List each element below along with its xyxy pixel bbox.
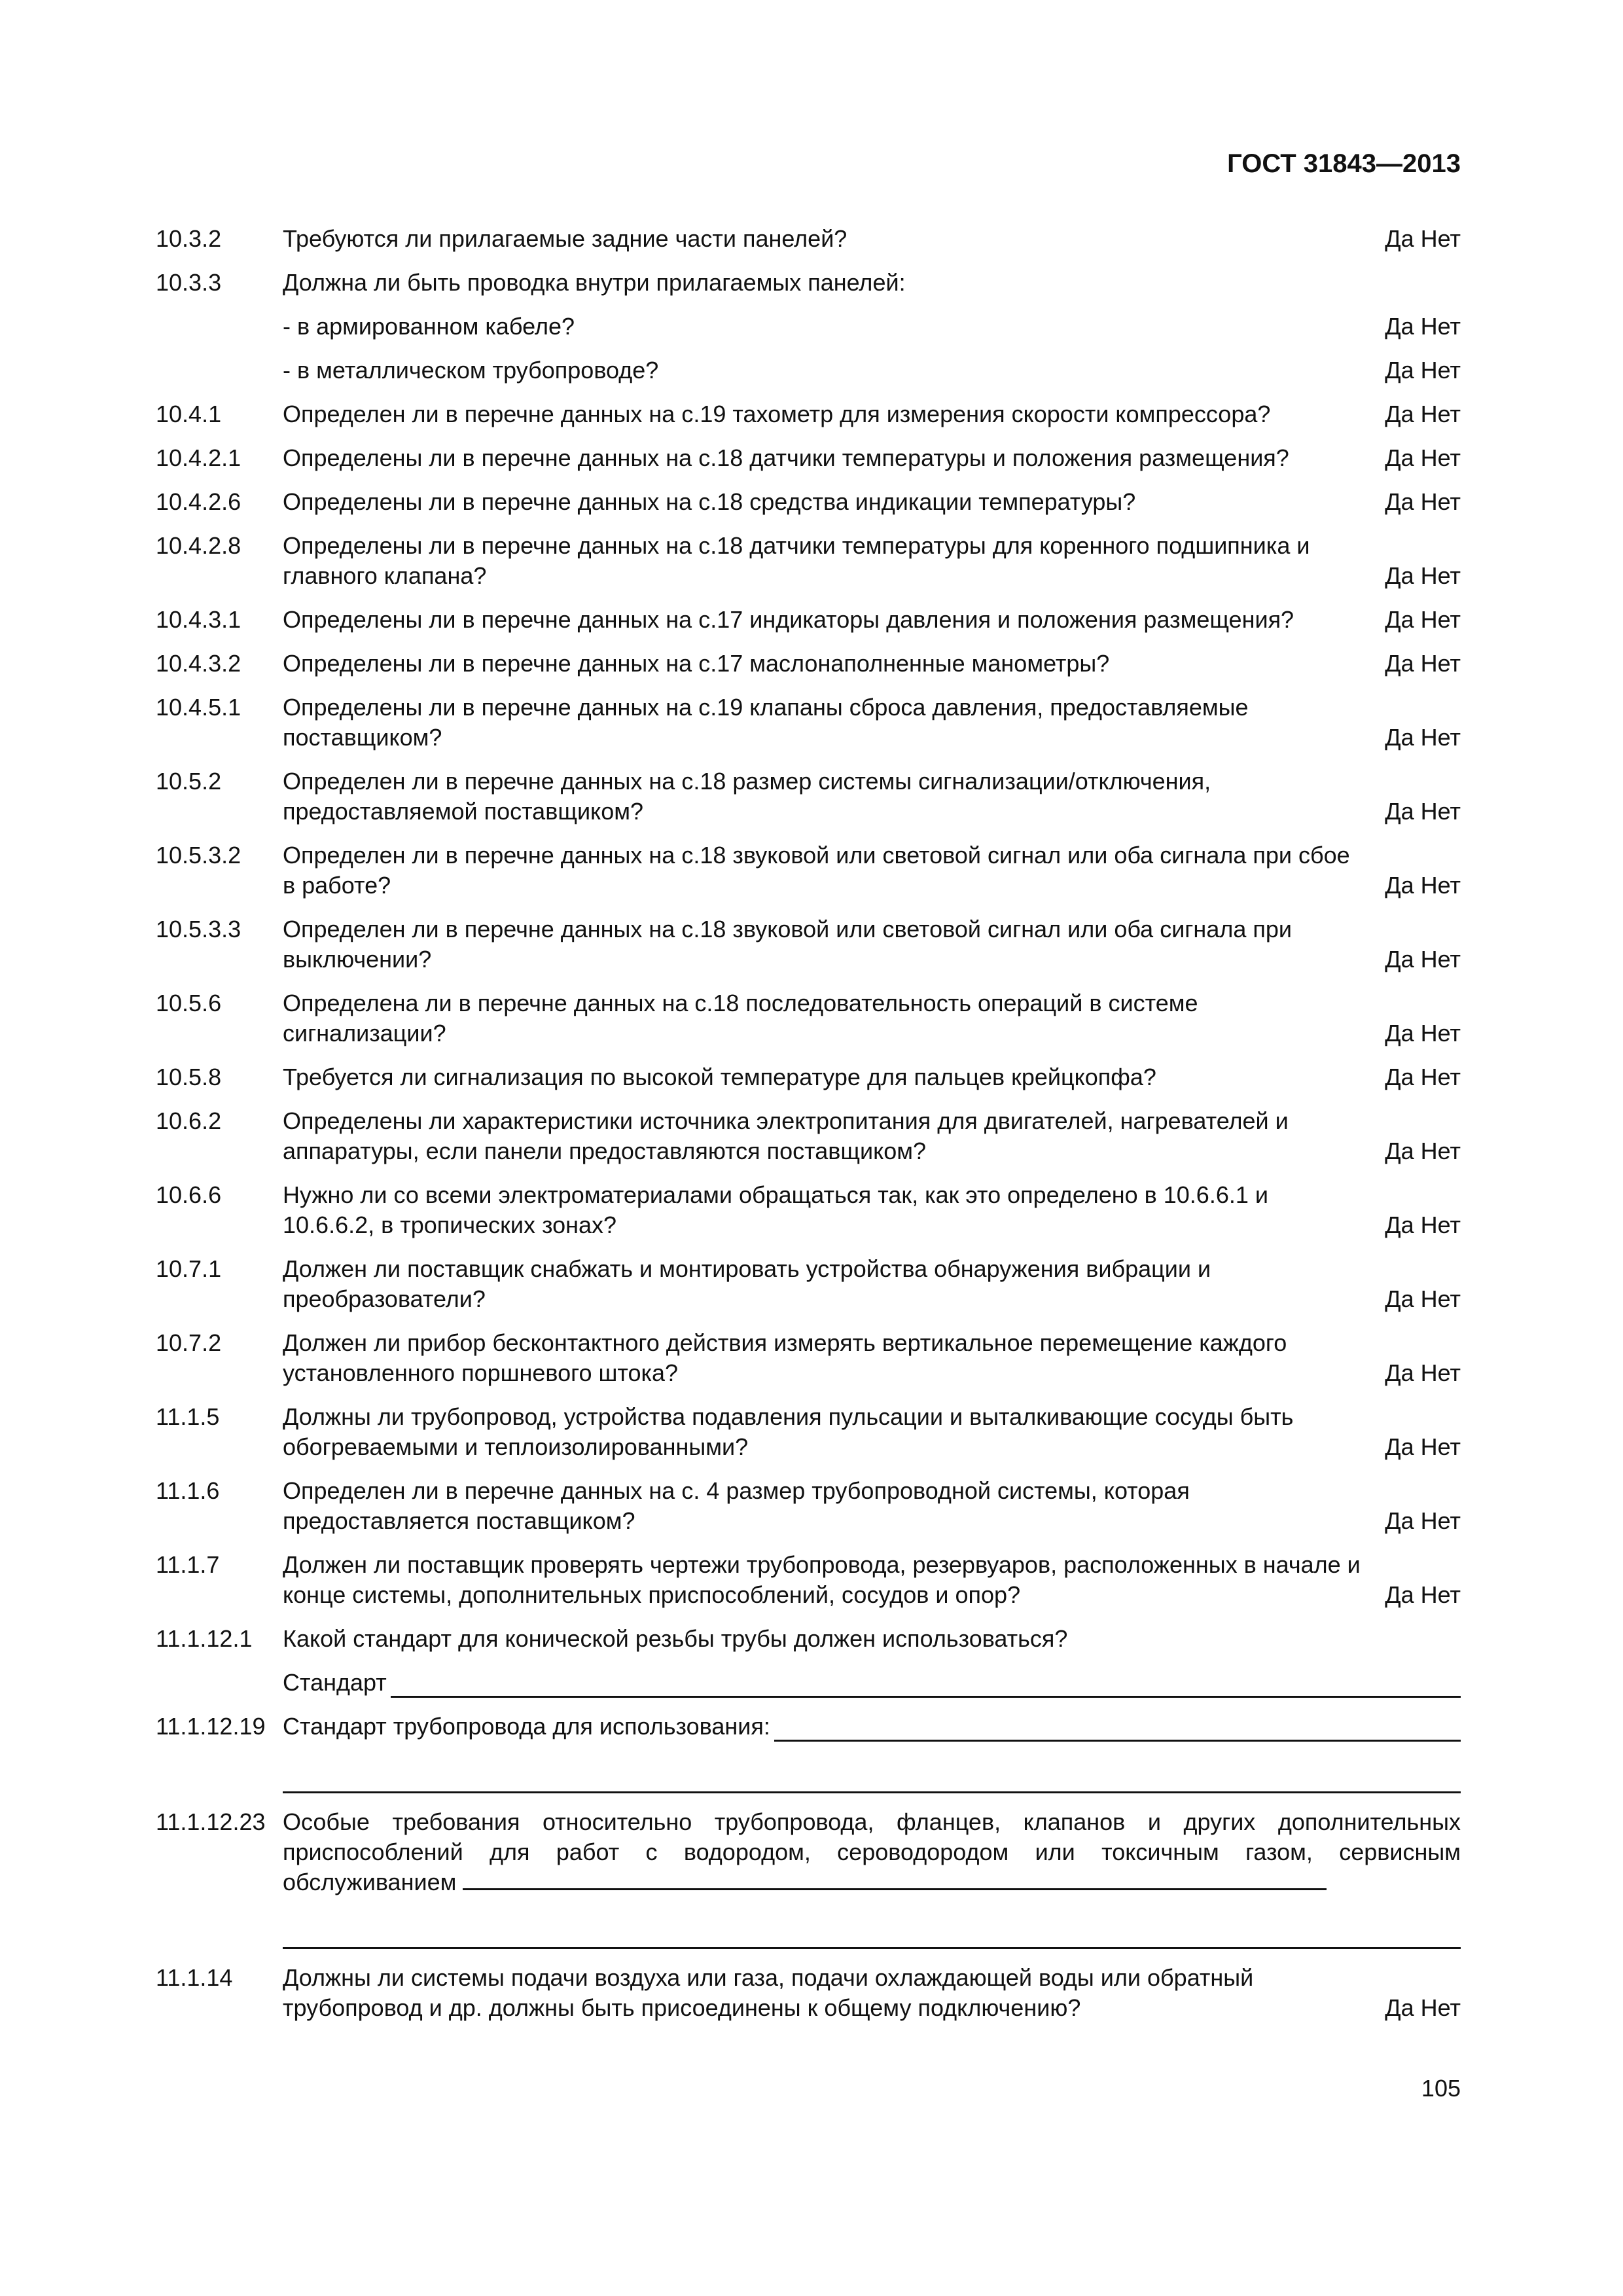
item-number: 11.1.7 bbox=[156, 1551, 220, 1578]
question-row-10-4-3-2 bbox=[156, 649, 1461, 679]
item-text: Должен ли прибор бесконтактного действия измерять вертикальное перемещение каждого установленного поршневого штока? bbox=[283, 1329, 1287, 1386]
yes-no-answer[interactable]: Да Нет bbox=[1385, 1211, 1461, 1238]
item-text: Требуются ли прилагаемые задние части панелей? bbox=[283, 225, 847, 252]
yes-no-answer[interactable]: Да Нет bbox=[1385, 1285, 1461, 1312]
yes-no-answer[interactable]: Да Нет bbox=[1385, 1994, 1461, 2021]
item-number: 10.5.3.3 bbox=[156, 916, 241, 942]
question-row-10-4-5-1 bbox=[156, 692, 1461, 753]
item-number: 10.4.2.6 bbox=[156, 488, 241, 515]
item-text: Определена ли в перечне данных на с.18 последовательность операций в системе сигнализации? bbox=[283, 990, 1198, 1047]
question-row-10-6-6 bbox=[156, 1180, 1461, 1240]
item-number: 10.7.1 bbox=[156, 1255, 222, 1282]
yes-no-answer[interactable]: Да Нет bbox=[1385, 872, 1461, 899]
yes-no-answer[interactable]: Да Нет bbox=[1385, 1359, 1461, 1386]
pipeline-standard-input-line[interactable] bbox=[774, 1715, 1461, 1742]
item-text: Должен ли поставщик снабжать и монтировать устройства обнаружения вибрации и преобразователи? bbox=[283, 1255, 1211, 1312]
item-text bbox=[283, 1807, 1461, 1897]
question-row-10-7-1 bbox=[156, 1254, 1461, 1314]
yes-no-answer[interactable]: Да Нет bbox=[1385, 798, 1461, 825]
item-text: - в армированном кабеле? bbox=[283, 313, 575, 340]
item-number: 11.1.6 bbox=[156, 1477, 220, 1504]
item-text: Определены ли в перечне данных на с.19 клапаны сброса давления, предоставляемые поставщиком? bbox=[283, 694, 1249, 751]
item-number: 10.5.3.2 bbox=[156, 842, 241, 869]
item-number: 10.3.3 bbox=[156, 269, 222, 296]
item-text: Определены ли в перечне данных на с.17 маслонаполненные манометры? bbox=[283, 650, 1110, 677]
item-number: 11.1.12.1 bbox=[156, 1625, 253, 1652]
yes-no-answer[interactable]: Да Нет bbox=[1385, 1581, 1461, 1608]
item-number: 10.5.8 bbox=[156, 1064, 222, 1090]
question-row-10-5-8 bbox=[156, 1062, 1461, 1092]
continuation-input-line[interactable] bbox=[283, 1922, 1461, 1949]
item-text: Должна ли быть проводка внутри прилагаемых панелей: bbox=[283, 269, 906, 296]
yes-no-answer[interactable]: Да Нет bbox=[1385, 313, 1461, 340]
item-text: Определены ли в перечне данных на с.18 датчики температуры для коренного подшипника и главного клапана? bbox=[283, 532, 1310, 589]
standard-field bbox=[283, 1668, 1461, 1698]
question-row-10-4-1 bbox=[156, 399, 1461, 429]
item-number: 10.6.6 bbox=[156, 1181, 222, 1208]
item-text: Определен ли в перечне данных на с.18 звуковой или световой сигнал или оба сигнала при выключении? bbox=[283, 916, 1292, 973]
question-row-10-5-3-2 bbox=[156, 840, 1461, 901]
question-row-10-5-3-3 bbox=[156, 914, 1461, 975]
yes-no-answer[interactable]: Да Нет bbox=[1385, 606, 1461, 633]
yes-no-answer[interactable]: Да Нет bbox=[1385, 650, 1461, 677]
standard-field-label: Стандарт bbox=[283, 1669, 387, 1696]
question-row-10-4-2-6 bbox=[156, 487, 1461, 517]
standard-input-line[interactable] bbox=[391, 1671, 1461, 1698]
question-row-10-7-2 bbox=[156, 1328, 1461, 1388]
question-row-10-5-2 bbox=[156, 766, 1461, 827]
item-number: 10.6.2 bbox=[156, 1107, 222, 1134]
item-number: 11.1.12.19 bbox=[156, 1713, 266, 1740]
question-list bbox=[156, 224, 1461, 2037]
yes-no-answer[interactable]: Да Нет bbox=[1385, 1507, 1461, 1534]
item-number: 10.5.2 bbox=[156, 768, 222, 795]
yes-no-answer[interactable]: Да Нет bbox=[1385, 401, 1461, 427]
question-row-11-1-12-19 bbox=[156, 1712, 1461, 1793]
item-text: Должны ли системы подачи воздуха или газа, подачи охлаждающей воды или обратный трубопровод и др. должны быть присоединены к общему подключению? bbox=[283, 1964, 1254, 2021]
yes-no-answer[interactable]: Да Нет bbox=[1385, 946, 1461, 973]
item-number: 10.4.1 bbox=[156, 401, 222, 427]
item-text: Стандарт трубопровода для использования: bbox=[283, 1713, 770, 1740]
item-number: 10.4.3.2 bbox=[156, 650, 241, 677]
question-row-armored-cable bbox=[156, 312, 1461, 342]
item-number: 11.1.5 bbox=[156, 1403, 220, 1430]
special-requirements-text: Особые требования относительно трубопровода, фланцев, клапанов и других дополнительных приспособлений для работ с водородом, сероводородом или токсичным газом, сервисным обслуживанием bbox=[283, 1808, 1461, 1895]
yes-no-answer[interactable]: Да Нет bbox=[1385, 225, 1461, 252]
item-text: Определены ли в перечне данных на с.18 средства индикации температуры? bbox=[283, 488, 1136, 515]
pipeline-standard-field bbox=[283, 1712, 1461, 1742]
question-row-11-1-5 bbox=[156, 1402, 1461, 1462]
document-header: ГОСТ 31843—2013 bbox=[1227, 149, 1461, 178]
item-text: Определен ли в перечне данных на с.19 тахометр для измерения скорости компрессора? bbox=[283, 401, 1271, 427]
item-text: Определены ли в перечне данных на с.18 датчики температуры и положения размещения? bbox=[283, 444, 1289, 471]
item-text: Требуется ли сигнализация по высокой температуре для пальцев крейцкопфа? bbox=[283, 1064, 1156, 1090]
item-text: Нужно ли со всеми электроматериалами обращаться так, как это определено в 10.6.6.1 и 10.6.6.2, в тропических зонах? bbox=[283, 1181, 1268, 1238]
item-number: 10.4.2.8 bbox=[156, 532, 241, 559]
yes-no-answer[interactable]: Да Нет bbox=[1385, 562, 1461, 589]
continuation-input-line[interactable] bbox=[283, 1767, 1461, 1793]
question-row-10-3-2 bbox=[156, 224, 1461, 254]
question-row-11-1-6 bbox=[156, 1476, 1461, 1536]
question-row-metal-conduit bbox=[156, 355, 1461, 386]
item-number: 11.1.12.23 bbox=[156, 1808, 266, 1835]
question-row-11-1-14 bbox=[156, 1963, 1461, 2023]
question-row-10-5-6 bbox=[156, 988, 1461, 1049]
yes-no-answer[interactable]: Да Нет bbox=[1385, 1138, 1461, 1164]
question-row-10-4-2-8 bbox=[156, 531, 1461, 591]
question-row-11-1-12-23 bbox=[156, 1807, 1461, 1949]
yes-no-answer[interactable]: Да Нет bbox=[1385, 1433, 1461, 1460]
page-number: 105 bbox=[1421, 2075, 1461, 2102]
question-row-10-6-2 bbox=[156, 1106, 1461, 1166]
item-text: Должны ли трубопровод, устройства подавления пульсации и выталкивающие сосуды быть обогреваемыми и теплоизолированными? bbox=[283, 1403, 1294, 1460]
special-requirements-input-line[interactable] bbox=[463, 1888, 1327, 1890]
item-text: Должен ли поставщик проверять чертежи трубопровода, резервуаров, расположенных в начале и конце системы, дополнительных приспособлений, сосудов и опор? bbox=[283, 1551, 1361, 1608]
item-text: Определены ли в перечне данных на с.17 индикаторы давления и положения размещения? bbox=[283, 606, 1294, 633]
item-number: 10.5.6 bbox=[156, 990, 222, 1016]
yes-no-answer[interactable]: Да Нет bbox=[1385, 444, 1461, 471]
item-text: Какой стандарт для конической резьбы трубы должен использоваться? bbox=[283, 1625, 1068, 1652]
item-text: Определен ли в перечне данных на с. 4 размер трубопроводной системы, которая предоставляется поставщиком? bbox=[283, 1477, 1190, 1534]
item-number: 11.1.14 bbox=[156, 1964, 233, 1991]
item-number: 10.3.2 bbox=[156, 225, 222, 252]
yes-no-answer[interactable]: Да Нет bbox=[1385, 488, 1461, 515]
item-number: 10.7.2 bbox=[156, 1329, 222, 1356]
item-text: - в металлическом трубопроводе? bbox=[283, 357, 659, 384]
yes-no-answer[interactable]: Да Нет bbox=[1385, 724, 1461, 751]
item-number: 10.4.2.1 bbox=[156, 444, 241, 471]
item-number: 10.4.5.1 bbox=[156, 694, 241, 721]
question-row-10-4-3-1 bbox=[156, 605, 1461, 635]
question-row-11-1-7 bbox=[156, 1550, 1461, 1610]
item-number: 10.4.3.1 bbox=[156, 606, 241, 633]
yes-no-answer[interactable]: Да Нет bbox=[1385, 357, 1461, 384]
item-text: Определен ли в перечне данных на с.18 размер системы сигнализации/отключения, предоставляемой поставщиком? bbox=[283, 768, 1211, 825]
item-text: Определен ли в перечне данных на с.18 звуковой или световой сигнал или оба сигнала при сбое в работе? bbox=[283, 842, 1350, 899]
question-row-11-1-12-1 bbox=[156, 1624, 1461, 1698]
question-row-10-4-2-1 bbox=[156, 443, 1461, 473]
question-row-10-3-3 bbox=[156, 268, 1461, 298]
item-text: Определены ли характеристики источника электропитания для двигателей, нагревателей и аппаратуры, если панели предоставляются поставщиком? bbox=[283, 1107, 1289, 1164]
yes-no-answer[interactable]: Да Нет bbox=[1385, 1020, 1461, 1047]
yes-no-answer[interactable]: Да Нет bbox=[1385, 1064, 1461, 1090]
